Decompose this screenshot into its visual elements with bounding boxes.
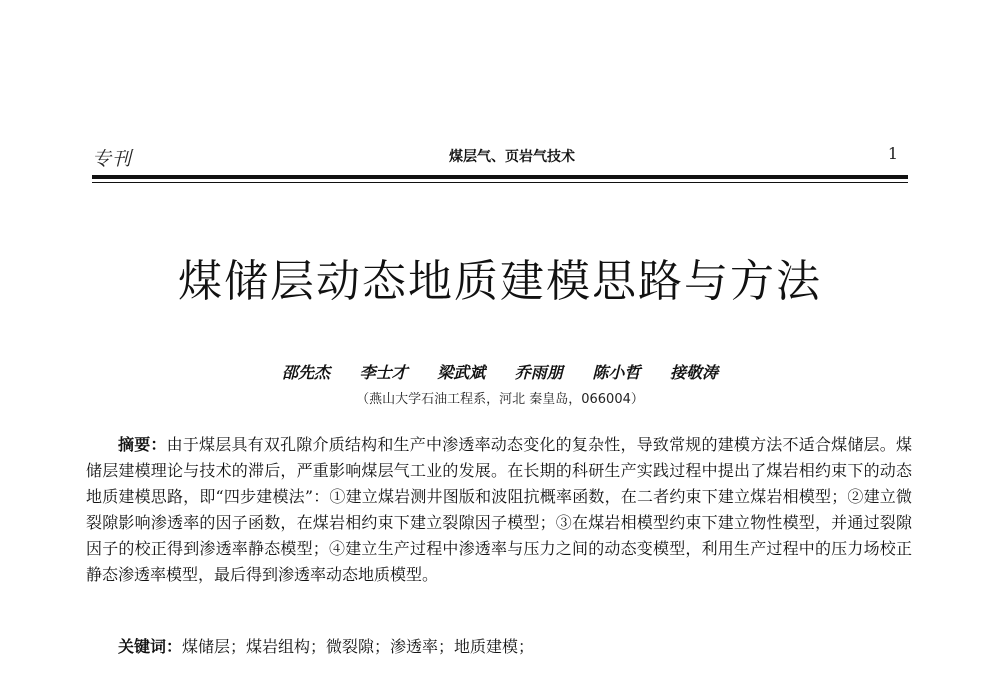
journal-section-label: 专刊 (92, 148, 133, 170)
header-rule-thick (92, 175, 908, 179)
author-affiliation: （燕山大学石油工程系，河北 秦皇岛，066004） (356, 392, 644, 407)
article-title: 煤储层动态地质建模思路与方法 (178, 256, 822, 307)
header-rule-thin (92, 182, 908, 183)
journal-name: 煤层气、页岩气技术 (449, 149, 575, 165)
author-name: 邵先杰 (282, 363, 331, 382)
author-name: 乔雨朋 (514, 363, 563, 382)
keywords (118, 634, 912, 660)
author-name: 李士才 (359, 363, 408, 382)
abstract-label: 摘要： (118, 435, 167, 454)
author-name: 陈小哲 (592, 363, 641, 382)
running-header (92, 140, 908, 170)
author-name: 接敬涛 (669, 363, 718, 382)
abstract-text: 由于煤层具有双孔隙介质结构和生产中渗透率动态变化的复杂性，导致常规的建模方法不适合煤储层。煤储层建模理论与技术的滞后，严重影响煤层气工业的发展。在长期的科研生产实践过程中提出了煤岩相约束下的动态地质建模思路，即“四步建模法”：①建立煤岩测井图版和波阻抗概率函数，在二者约束下建立煤岩相模型；②建立微裂隙影响渗透率的因子函数，在煤岩相约束下建立裂隙因子模型；③在煤岩相模型约束下建立物性模型，并通过裂隙因子的校正得到渗透率静态模型；④建立生产过程中渗透率与压力之间的动态变模型，利用生产过程中的压力场校正静态渗透率模型，最后得到渗透率动态地质模型。 (86, 435, 912, 584)
keywords-label: 关键词： (118, 637, 183, 656)
keywords-text: 煤储层；煤岩组构；微裂隙；渗透率；地质建模； (182, 637, 535, 656)
abstract (86, 432, 912, 588)
page-number: 1 (887, 144, 898, 163)
author-list (92, 360, 908, 383)
author-name: 梁武斌 (437, 363, 486, 382)
